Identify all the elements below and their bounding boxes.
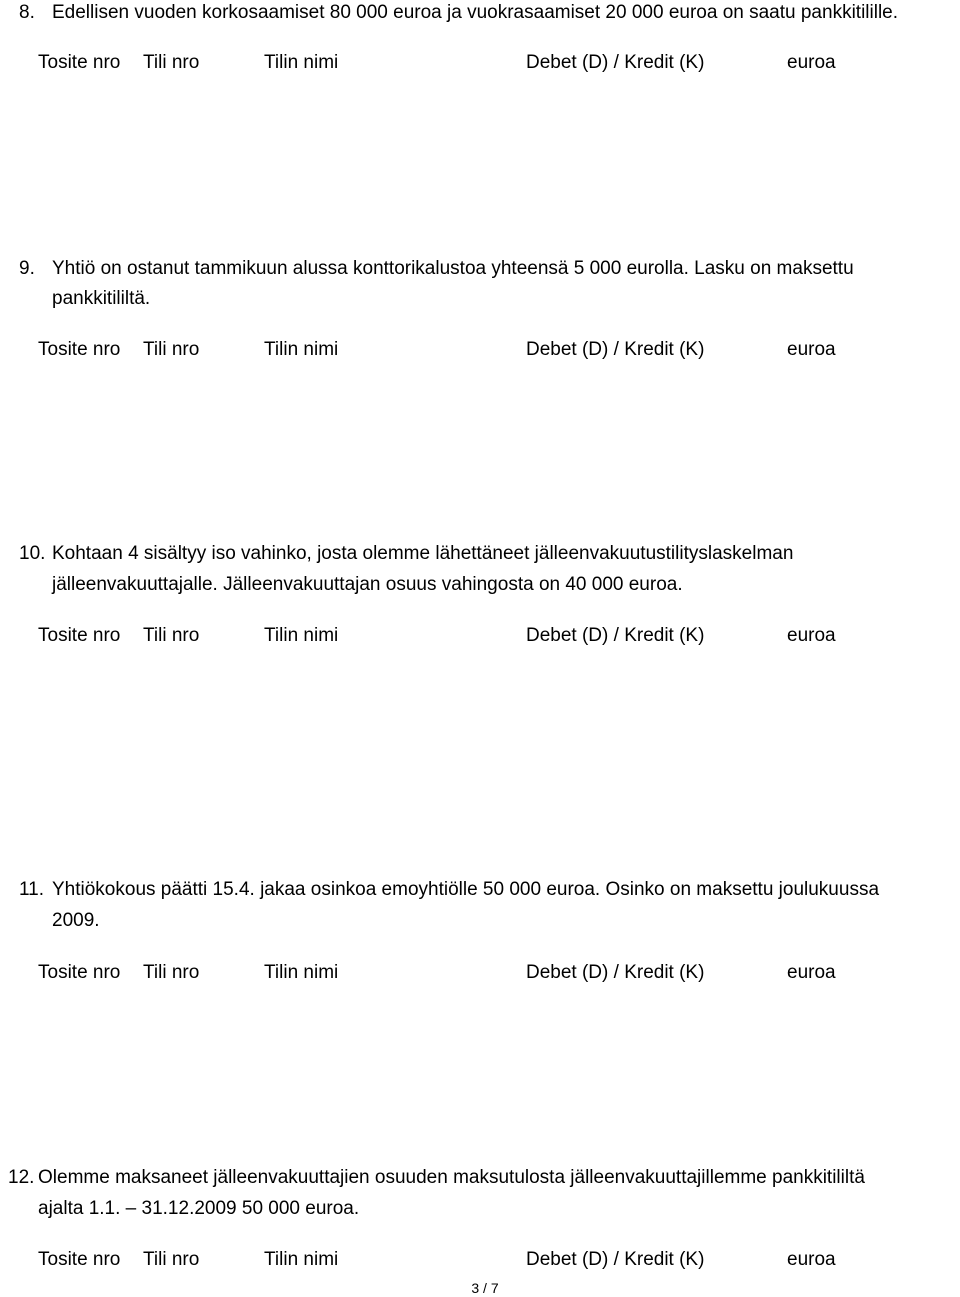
item-number: 12. bbox=[8, 1167, 35, 1188]
header-euroa: euroa bbox=[787, 625, 836, 646]
item-12-text-line-2: ajalta 1.1. – 31.12.2009 50 000 euroa. bbox=[38, 1198, 360, 1219]
item-9-text-line-1: Yhtiö on ostanut tammikuun alussa konttorikalustoa yhteensä 5 000 eurolla. Lasku on maksettu bbox=[52, 258, 854, 279]
header-tilin-nimi: Tilin nimi bbox=[264, 339, 339, 360]
item-number: 10. bbox=[19, 543, 46, 564]
header-tosite-nro: Tosite nro bbox=[38, 339, 121, 360]
item-11-text-line-2: 2009. bbox=[52, 910, 100, 931]
header-tili-nro: Tili nro bbox=[143, 1249, 200, 1270]
header-tili-nro: Tili nro bbox=[143, 339, 200, 360]
header-debet-kredit: Debet (D) / Kredit (K) bbox=[526, 625, 705, 646]
header-debet-kredit: Debet (D) / Kredit (K) bbox=[526, 1249, 705, 1270]
header-tili-nro: Tili nro bbox=[143, 52, 200, 73]
header-tilin-nimi: Tilin nimi bbox=[264, 52, 339, 73]
header-tilin-nimi: Tilin nimi bbox=[264, 962, 339, 983]
header-tosite-nro: Tosite nro bbox=[38, 1249, 121, 1270]
item-11 bbox=[19, 878, 44, 902]
item-12 bbox=[8, 1166, 34, 1190]
header-tosite-nro: Tosite nro bbox=[38, 625, 121, 646]
header-tili-nro: Tili nro bbox=[143, 962, 200, 983]
header-debet-kredit: Debet (D) / Kredit (K) bbox=[526, 52, 705, 73]
item-11-text-line-1: Yhtiökokous päätti 15.4. jakaa osinkoa emoyhtiölle 50 000 euroa. Osinko on maksettu joulukuussa bbox=[52, 879, 880, 900]
page-number: 3 / 7 bbox=[471, 1280, 499, 1296]
header-tili-nro: Tili nro bbox=[143, 625, 200, 646]
header-debet-kredit: Debet (D) / Kredit (K) bbox=[526, 339, 705, 360]
item-number: 9. bbox=[19, 258, 35, 279]
header-euroa: euroa bbox=[787, 962, 836, 983]
item-9 bbox=[19, 257, 35, 281]
header-tosite-nro: Tosite nro bbox=[38, 52, 121, 73]
item-10 bbox=[19, 542, 45, 566]
header-euroa: euroa bbox=[787, 52, 836, 73]
item-12-text-line-1: Olemme maksaneet jälleenvakuuttajien osuuden maksutulosta jälleenvakuuttajillemme pankkitililtä bbox=[38, 1167, 865, 1188]
item-9-text-line-2: pankkitililtä. bbox=[52, 288, 151, 309]
header-euroa: euroa bbox=[787, 1249, 836, 1270]
header-debet-kredit: Debet (D) / Kredit (K) bbox=[526, 962, 705, 983]
header-tilin-nimi: Tilin nimi bbox=[264, 625, 339, 646]
item-number: 8. bbox=[19, 2, 35, 23]
item-8 bbox=[19, 1, 35, 25]
item-8-text-line-1: Edellisen vuoden korkosaamiset 80 000 euroa ja vuokrasaamiset 20 000 euroa on saatu pankkitilille. bbox=[52, 2, 899, 23]
item-10-text-line-1: Kohtaan 4 sisältyy iso vahinko, josta olemme lähettäneet jälleenvakuutustilityslaskelman bbox=[52, 543, 794, 564]
header-euroa: euroa bbox=[787, 339, 836, 360]
header-tilin-nimi: Tilin nimi bbox=[264, 1249, 339, 1270]
header-tosite-nro: Tosite nro bbox=[38, 962, 121, 983]
item-number: 11. bbox=[19, 879, 45, 900]
item-10-text-line-2: jälleenvakuuttajalle. Jälleenvakuuttajan osuus vahingosta on 40 000 euroa. bbox=[52, 574, 683, 595]
